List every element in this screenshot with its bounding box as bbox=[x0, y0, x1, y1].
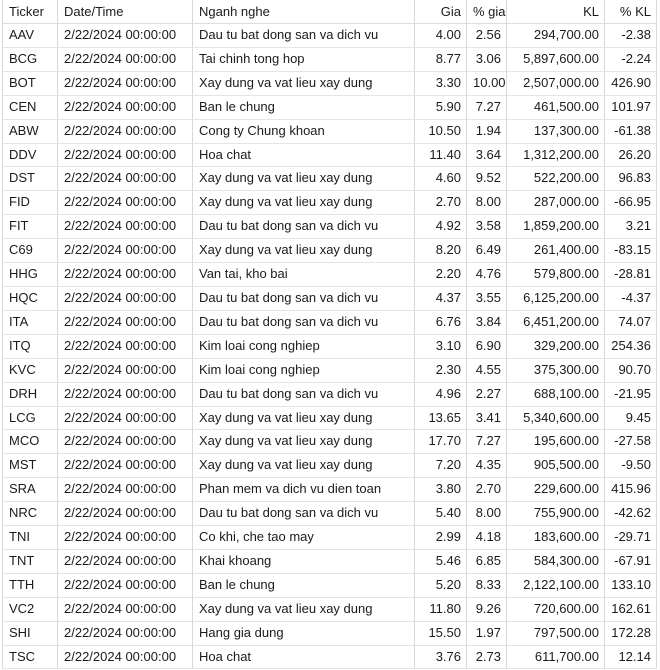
cell-kl[interactable]: 584,300.00 bbox=[507, 550, 605, 574]
table-row[interactable] bbox=[2, 526, 657, 550]
cell-nganh-nghe[interactable]: Xay dung va vat lieu xay dung bbox=[193, 167, 415, 191]
cell-nganh-nghe[interactable]: Xay dung va vat lieu xay dung bbox=[193, 454, 415, 478]
cell-gia[interactable]: 2.30 bbox=[415, 359, 467, 383]
cell-ticker[interactable]: HHG bbox=[2, 263, 58, 287]
table-row[interactable] bbox=[2, 574, 657, 598]
cell-ticker[interactable]: DDV bbox=[2, 144, 58, 168]
cell-nganh-nghe[interactable]: Khai khoang bbox=[193, 550, 415, 574]
cell-nganh-nghe[interactable]: Dau tu bat dong san va dich vu bbox=[193, 311, 415, 335]
cell-pct-gia[interactable]: 2.70 bbox=[467, 478, 507, 502]
cell-datetime[interactable]: 2/22/2024 00:00:00 bbox=[58, 96, 193, 120]
cell-gia[interactable]: 2.70 bbox=[415, 191, 467, 215]
cell-kl[interactable]: 797,500.00 bbox=[507, 622, 605, 646]
table-row[interactable] bbox=[2, 646, 657, 670]
table-row[interactable] bbox=[2, 24, 657, 48]
cell-datetime[interactable]: 2/22/2024 00:00:00 bbox=[58, 383, 193, 407]
table-row[interactable] bbox=[2, 383, 657, 407]
table-row[interactable] bbox=[2, 622, 657, 646]
table-row[interactable] bbox=[2, 120, 657, 144]
cell-ticker[interactable]: VC2 bbox=[2, 598, 58, 622]
cell-gia[interactable]: 5.46 bbox=[415, 550, 467, 574]
cell-ticker[interactable]: BOT bbox=[2, 72, 58, 96]
cell-datetime[interactable]: 2/22/2024 00:00:00 bbox=[58, 239, 193, 263]
cell-pct-kl[interactable]: 74.07 bbox=[605, 311, 657, 335]
table-row[interactable] bbox=[2, 454, 657, 478]
cell-gia[interactable]: 11.40 bbox=[415, 144, 467, 168]
table-row[interactable] bbox=[2, 96, 657, 120]
cell-pct-gia[interactable]: 6.90 bbox=[467, 335, 507, 359]
cell-nganh-nghe[interactable]: Kim loai cong nghiep bbox=[193, 335, 415, 359]
cell-pct-kl[interactable]: 162.61 bbox=[605, 598, 657, 622]
cell-ticker[interactable]: DRH bbox=[2, 383, 58, 407]
table-row[interactable] bbox=[2, 335, 657, 359]
cell-pct-kl[interactable]: 415.96 bbox=[605, 478, 657, 502]
cell-datetime[interactable]: 2/22/2024 00:00:00 bbox=[58, 407, 193, 431]
cell-pct-gia[interactable]: 6.85 bbox=[467, 550, 507, 574]
cell-ticker[interactable]: HQC bbox=[2, 287, 58, 311]
table-row[interactable] bbox=[2, 311, 657, 335]
cell-kl[interactable]: 720,600.00 bbox=[507, 598, 605, 622]
cell-kl[interactable]: 579,800.00 bbox=[507, 263, 605, 287]
cell-nganh-nghe[interactable]: Hoa chat bbox=[193, 646, 415, 670]
cell-pct-kl[interactable]: -83.15 bbox=[605, 239, 657, 263]
cell-kl[interactable]: 229,600.00 bbox=[507, 478, 605, 502]
cell-pct-gia[interactable]: 2.73 bbox=[467, 646, 507, 670]
cell-pct-gia[interactable]: 1.94 bbox=[467, 120, 507, 144]
cell-pct-gia[interactable]: 4.76 bbox=[467, 263, 507, 287]
cell-nganh-nghe[interactable]: Co khi, che tao may bbox=[193, 526, 415, 550]
cell-nganh-nghe[interactable]: Xay dung va vat lieu xay dung bbox=[193, 72, 415, 96]
cell-gia[interactable]: 6.76 bbox=[415, 311, 467, 335]
table-row[interactable] bbox=[2, 167, 657, 191]
cell-datetime[interactable]: 2/22/2024 00:00:00 bbox=[58, 646, 193, 670]
cell-pct-kl[interactable]: -2.38 bbox=[605, 24, 657, 48]
cell-nganh-nghe[interactable]: Ban le chung bbox=[193, 96, 415, 120]
cell-pct-gia[interactable]: 3.84 bbox=[467, 311, 507, 335]
table-row[interactable] bbox=[2, 191, 657, 215]
cell-datetime[interactable]: 2/22/2024 00:00:00 bbox=[58, 263, 193, 287]
cell-datetime[interactable]: 2/22/2024 00:00:00 bbox=[58, 48, 193, 72]
cell-pct-kl[interactable]: -27.58 bbox=[605, 430, 657, 454]
cell-datetime[interactable]: 2/22/2024 00:00:00 bbox=[58, 287, 193, 311]
cell-kl[interactable]: 183,600.00 bbox=[507, 526, 605, 550]
cell-pct-gia[interactable]: 8.00 bbox=[467, 502, 507, 526]
table-row[interactable] bbox=[2, 215, 657, 239]
cell-nganh-nghe[interactable]: Dau tu bat dong san va dich vu bbox=[193, 287, 415, 311]
cell-gia[interactable]: 13.65 bbox=[415, 407, 467, 431]
cell-kl[interactable]: 294,700.00 bbox=[507, 24, 605, 48]
cell-pct-gia[interactable]: 9.52 bbox=[467, 167, 507, 191]
cell-nganh-nghe[interactable]: Xay dung va vat lieu xay dung bbox=[193, 191, 415, 215]
cell-pct-kl[interactable]: -66.95 bbox=[605, 191, 657, 215]
table-body bbox=[2, 24, 657, 669]
cell-pct-gia[interactable]: 7.27 bbox=[467, 430, 507, 454]
cell-pct-kl[interactable]: -61.38 bbox=[605, 120, 657, 144]
cell-gia[interactable]: 3.80 bbox=[415, 478, 467, 502]
cell-ticker[interactable]: FID bbox=[2, 191, 58, 215]
cell-pct-kl[interactable]: 426.90 bbox=[605, 72, 657, 96]
cell-pct-kl[interactable]: -21.95 bbox=[605, 383, 657, 407]
cell-pct-gia[interactable]: 4.55 bbox=[467, 359, 507, 383]
cell-ticker[interactable]: SRA bbox=[2, 478, 58, 502]
table-row[interactable] bbox=[2, 550, 657, 574]
cell-kl[interactable]: 905,500.00 bbox=[507, 454, 605, 478]
table-row[interactable] bbox=[2, 48, 657, 72]
cell-nganh-nghe[interactable]: Dau tu bat dong san va dich vu bbox=[193, 24, 415, 48]
cell-pct-kl[interactable]: 26.20 bbox=[605, 144, 657, 168]
cell-ticker[interactable]: ITA bbox=[2, 311, 58, 335]
cell-pct-kl[interactable]: -67.91 bbox=[605, 550, 657, 574]
cell-pct-kl[interactable]: 96.83 bbox=[605, 167, 657, 191]
cell-ticker[interactable]: LCG bbox=[2, 407, 58, 431]
cell-nganh-nghe[interactable]: Xay dung va vat lieu xay dung bbox=[193, 407, 415, 431]
header-row bbox=[2, 0, 657, 24]
cell-kl[interactable]: 195,600.00 bbox=[507, 430, 605, 454]
cell-pct-kl[interactable]: 12.14 bbox=[605, 646, 657, 670]
cell-datetime[interactable]: 2/22/2024 00:00:00 bbox=[58, 144, 193, 168]
cell-kl[interactable]: 1,859,200.00 bbox=[507, 215, 605, 239]
cell-kl[interactable]: 755,900.00 bbox=[507, 502, 605, 526]
cell-datetime[interactable]: 2/22/2024 00:00:00 bbox=[58, 550, 193, 574]
cell-nganh-nghe[interactable]: Xay dung va vat lieu xay dung bbox=[193, 598, 415, 622]
cell-ticker[interactable]: C69 bbox=[2, 239, 58, 263]
table-row[interactable] bbox=[2, 430, 657, 454]
cell-pct-kl[interactable]: 133.10 bbox=[605, 574, 657, 598]
cell-nganh-nghe[interactable]: Ban le chung bbox=[193, 574, 415, 598]
cell-pct-gia[interactable]: 3.55 bbox=[467, 287, 507, 311]
cell-nganh-nghe[interactable]: Xay dung va vat lieu xay dung bbox=[193, 430, 415, 454]
cell-pct-kl[interactable]: 9.45 bbox=[605, 407, 657, 431]
cell-nganh-nghe[interactable]: Xay dung va vat lieu xay dung bbox=[193, 239, 415, 263]
cell-kl[interactable]: 261,400.00 bbox=[507, 239, 605, 263]
cell-kl[interactable]: 329,200.00 bbox=[507, 335, 605, 359]
cell-ticker[interactable]: NRC bbox=[2, 502, 58, 526]
cell-pct-kl[interactable]: 90.70 bbox=[605, 359, 657, 383]
cell-pct-kl[interactable]: 254.36 bbox=[605, 335, 657, 359]
cell-ticker[interactable]: TNT bbox=[2, 550, 58, 574]
cell-datetime[interactable]: 2/22/2024 00:00:00 bbox=[58, 335, 193, 359]
column-header-gia[interactable]: Gia bbox=[415, 0, 467, 24]
cell-kl[interactable]: 137,300.00 bbox=[507, 120, 605, 144]
table-row[interactable] bbox=[2, 598, 657, 622]
cell-nganh-nghe[interactable]: Kim loai cong nghiep bbox=[193, 359, 415, 383]
cell-nganh-nghe[interactable]: Van tai, kho bai bbox=[193, 263, 415, 287]
cell-datetime[interactable]: 2/22/2024 00:00:00 bbox=[58, 430, 193, 454]
cell-pct-kl[interactable]: -4.37 bbox=[605, 287, 657, 311]
cell-gia[interactable]: 4.00 bbox=[415, 24, 467, 48]
cell-nganh-nghe[interactable]: Dau tu bat dong san va dich vu bbox=[193, 215, 415, 239]
table-row[interactable] bbox=[2, 144, 657, 168]
cell-gia[interactable]: 5.20 bbox=[415, 574, 467, 598]
cell-kl[interactable]: 522,200.00 bbox=[507, 167, 605, 191]
column-header-nganh-nghe[interactable]: Nganh nghe bbox=[193, 0, 415, 24]
cell-ticker[interactable]: KVC bbox=[2, 359, 58, 383]
cell-datetime[interactable]: 2/22/2024 00:00:00 bbox=[58, 359, 193, 383]
cell-nganh-nghe[interactable]: Dau tu bat dong san va dich vu bbox=[193, 383, 415, 407]
cell-pct-gia[interactable]: 10.00 bbox=[467, 72, 507, 96]
cell-gia[interactable]: 3.30 bbox=[415, 72, 467, 96]
cell-pct-kl[interactable]: -2.24 bbox=[605, 48, 657, 72]
cell-pct-gia[interactable]: 9.26 bbox=[467, 598, 507, 622]
cell-ticker[interactable]: ITQ bbox=[2, 335, 58, 359]
cell-kl[interactable]: 2,122,100.00 bbox=[507, 574, 605, 598]
table-row[interactable] bbox=[2, 263, 657, 287]
stock-table bbox=[2, 0, 657, 669]
cell-ticker[interactable]: TSC bbox=[2, 646, 58, 670]
cell-gia[interactable]: 4.92 bbox=[415, 215, 467, 239]
cell-kl[interactable]: 6,125,200.00 bbox=[507, 287, 605, 311]
cell-gia[interactable]: 11.80 bbox=[415, 598, 467, 622]
cell-kl[interactable]: 2,507,000.00 bbox=[507, 72, 605, 96]
cell-nganh-nghe[interactable]: Cong ty Chung khoan bbox=[193, 120, 415, 144]
cell-gia[interactable]: 4.37 bbox=[415, 287, 467, 311]
cell-datetime[interactable]: 2/22/2024 00:00:00 bbox=[58, 478, 193, 502]
column-header-ticker[interactable]: Ticker bbox=[2, 0, 58, 24]
cell-pct-gia[interactable]: 4.18 bbox=[467, 526, 507, 550]
cell-kl[interactable]: 5,897,600.00 bbox=[507, 48, 605, 72]
cell-gia[interactable]: 10.50 bbox=[415, 120, 467, 144]
cell-ticker[interactable]: FIT bbox=[2, 215, 58, 239]
column-header-pct-gia[interactable]: % gia bbox=[467, 0, 507, 24]
cell-gia[interactable]: 4.96 bbox=[415, 383, 467, 407]
cell-pct-kl[interactable]: 3.21 bbox=[605, 215, 657, 239]
cell-pct-gia[interactable]: 2.56 bbox=[467, 24, 507, 48]
cell-kl[interactable]: 6,451,200.00 bbox=[507, 311, 605, 335]
table-row[interactable] bbox=[2, 359, 657, 383]
cell-gia[interactable]: 5.90 bbox=[415, 96, 467, 120]
cell-ticker[interactable]: DST bbox=[2, 167, 58, 191]
cell-datetime[interactable]: 2/22/2024 00:00:00 bbox=[58, 574, 193, 598]
cell-pct-gia[interactable]: 3.41 bbox=[467, 407, 507, 431]
cell-ticker[interactable]: CEN bbox=[2, 96, 58, 120]
cell-gia[interactable]: 2.99 bbox=[415, 526, 467, 550]
cell-datetime[interactable]: 2/22/2024 00:00:00 bbox=[58, 120, 193, 144]
cell-nganh-nghe[interactable]: Hoa chat bbox=[193, 144, 415, 168]
cell-pct-kl[interactable]: -42.62 bbox=[605, 502, 657, 526]
cell-pct-gia[interactable]: 8.33 bbox=[467, 574, 507, 598]
cell-ticker[interactable]: TTH bbox=[2, 574, 58, 598]
cell-pct-gia[interactable]: 2.27 bbox=[467, 383, 507, 407]
cell-kl[interactable]: 611,700.00 bbox=[507, 646, 605, 670]
cell-pct-gia[interactable]: 3.64 bbox=[467, 144, 507, 168]
cell-datetime[interactable]: 2/22/2024 00:00:00 bbox=[58, 311, 193, 335]
cell-gia[interactable]: 8.20 bbox=[415, 239, 467, 263]
cell-gia[interactable]: 2.20 bbox=[415, 263, 467, 287]
table-row[interactable] bbox=[2, 502, 657, 526]
cell-gia[interactable]: 4.60 bbox=[415, 167, 467, 191]
cell-datetime[interactable]: 2/22/2024 00:00:00 bbox=[58, 526, 193, 550]
cell-gia[interactable]: 8.77 bbox=[415, 48, 467, 72]
cell-ticker[interactable]: AAV bbox=[2, 24, 58, 48]
cell-datetime[interactable]: 2/22/2024 00:00:00 bbox=[58, 454, 193, 478]
column-header-kl[interactable]: KL bbox=[507, 0, 605, 24]
cell-pct-kl[interactable]: 172.28 bbox=[605, 622, 657, 646]
cell-kl[interactable]: 375,300.00 bbox=[507, 359, 605, 383]
table-row[interactable] bbox=[2, 239, 657, 263]
cell-nganh-nghe[interactable]: Hang gia dung bbox=[193, 622, 415, 646]
cell-ticker[interactable]: MST bbox=[2, 454, 58, 478]
cell-nganh-nghe[interactable]: Dau tu bat dong san va dich vu bbox=[193, 502, 415, 526]
cell-ticker[interactable]: TNI bbox=[2, 526, 58, 550]
cell-datetime[interactable]: 2/22/2024 00:00:00 bbox=[58, 215, 193, 239]
cell-gia[interactable]: 15.50 bbox=[415, 622, 467, 646]
cell-kl[interactable]: 688,100.00 bbox=[507, 383, 605, 407]
cell-pct-gia[interactable]: 7.27 bbox=[467, 96, 507, 120]
cell-pct-gia[interactable]: 4.35 bbox=[467, 454, 507, 478]
cell-kl[interactable]: 461,500.00 bbox=[507, 96, 605, 120]
table-header bbox=[2, 0, 657, 24]
cell-pct-gia[interactable]: 3.58 bbox=[467, 215, 507, 239]
cell-pct-gia[interactable]: 6.49 bbox=[467, 239, 507, 263]
cell-datetime[interactable]: 2/22/2024 00:00:00 bbox=[58, 622, 193, 646]
table-row[interactable] bbox=[2, 72, 657, 96]
cell-datetime[interactable]: 2/22/2024 00:00:00 bbox=[58, 24, 193, 48]
table-row[interactable] bbox=[2, 407, 657, 431]
table-row[interactable] bbox=[2, 478, 657, 502]
cell-gia[interactable]: 3.10 bbox=[415, 335, 467, 359]
cell-pct-kl[interactable]: -29.71 bbox=[605, 526, 657, 550]
cell-pct-kl[interactable]: 101.97 bbox=[605, 96, 657, 120]
cell-datetime[interactable]: 2/22/2024 00:00:00 bbox=[58, 72, 193, 96]
cell-ticker[interactable]: BCG bbox=[2, 48, 58, 72]
table-row[interactable] bbox=[2, 287, 657, 311]
cell-pct-kl[interactable]: -28.81 bbox=[605, 263, 657, 287]
cell-datetime[interactable]: 2/22/2024 00:00:00 bbox=[58, 191, 193, 215]
cell-ticker[interactable]: SHI bbox=[2, 622, 58, 646]
cell-nganh-nghe[interactable]: Phan mem va dich vu dien toan bbox=[193, 478, 415, 502]
cell-datetime[interactable]: 2/22/2024 00:00:00 bbox=[58, 598, 193, 622]
cell-datetime[interactable]: 2/22/2024 00:00:00 bbox=[58, 167, 193, 191]
cell-nganh-nghe[interactable]: Tai chinh tong hop bbox=[193, 48, 415, 72]
cell-gia[interactable]: 5.40 bbox=[415, 502, 467, 526]
cell-datetime[interactable]: 2/22/2024 00:00:00 bbox=[58, 502, 193, 526]
cell-kl[interactable]: 1,312,200.00 bbox=[507, 144, 605, 168]
column-header-pct-kl[interactable]: % KL bbox=[605, 0, 657, 24]
cell-gia[interactable]: 7.20 bbox=[415, 454, 467, 478]
cell-ticker[interactable]: MCO bbox=[2, 430, 58, 454]
cell-ticker[interactable]: ABW bbox=[2, 120, 58, 144]
cell-pct-gia[interactable]: 8.00 bbox=[467, 191, 507, 215]
column-header-datetime[interactable]: Date/Time bbox=[58, 0, 193, 24]
cell-pct-kl[interactable]: -9.50 bbox=[605, 454, 657, 478]
cell-pct-gia[interactable]: 3.06 bbox=[467, 48, 507, 72]
cell-kl[interactable]: 5,340,600.00 bbox=[507, 407, 605, 431]
cell-gia[interactable]: 17.70 bbox=[415, 430, 467, 454]
cell-kl[interactable]: 287,000.00 bbox=[507, 191, 605, 215]
cell-pct-gia[interactable]: 1.97 bbox=[467, 622, 507, 646]
cell-gia[interactable]: 3.76 bbox=[415, 646, 467, 670]
